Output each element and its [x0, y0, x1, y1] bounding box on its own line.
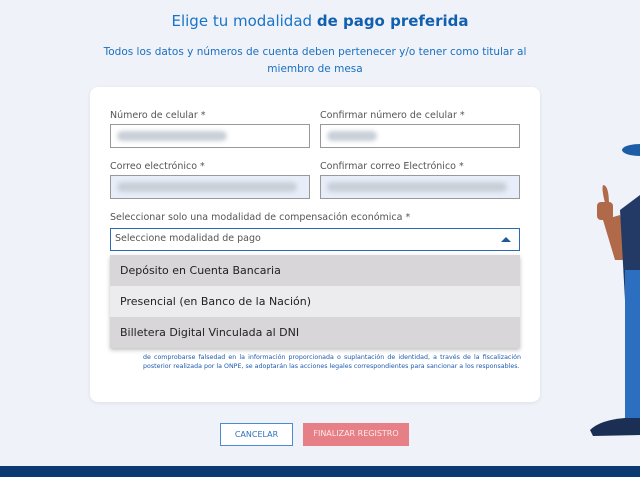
page-subtitle: Todos los datos y números de cuenta deben pertenecer y/o tener como titular al miembro de mesa — [103, 46, 527, 75]
finish-registration-button[interactable]: FINALIZAR REGISTRO — [303, 423, 409, 446]
option-bank-deposit[interactable]: Depósito en Cuenta Bancaria — [110, 255, 520, 286]
redacted-value — [117, 131, 227, 141]
payment-select[interactable] — [110, 228, 520, 251]
option-in-person[interactable]: Presencial (en Banco de la Nación) — [110, 286, 520, 317]
registration-card — [90, 87, 540, 402]
phone-label: Número de celular * — [110, 110, 206, 121]
phone-confirm-label: Confirmar número de celular * — [320, 110, 465, 121]
redacted-value — [327, 182, 507, 192]
redacted-value — [117, 182, 297, 192]
payment-label: Seleccionar solo una modalidad de compensación económica * — [110, 212, 411, 223]
footer-bar — [0, 466, 640, 477]
email-input[interactable] — [110, 175, 310, 199]
redacted-value — [327, 131, 377, 141]
title-bold: de pago preferida — [316, 12, 469, 30]
phone-input[interactable] — [110, 124, 310, 148]
email-label: Correo electrónico * — [110, 161, 205, 172]
payment-dropdown — [110, 255, 520, 348]
option-digital-wallet[interactable]: Billetera Digital Vinculada al DNI — [110, 317, 520, 348]
page-title — [0, 12, 640, 30]
title-plain: Elige tu modalidad — [171, 12, 313, 30]
caret-up-icon — [501, 237, 511, 242]
cancel-button[interactable]: CANCELAR — [220, 423, 293, 446]
phone-confirm-input[interactable] — [320, 124, 520, 148]
email-confirm-label: Confirmar correo Electrónico * — [320, 161, 464, 172]
legal-notice: de comprobarse falsedad en la información proporcionada o suplantación de identidad, a través de la fiscalización posterior realizada por la ONPE, se adoptarán las acciones legales correspondientes para sancionar a los responsables. — [143, 354, 521, 370]
mascot-illustration — [585, 140, 640, 440]
email-confirm-input[interactable] — [320, 175, 520, 199]
payment-placeholder: Seleccione modalidad de pago — [115, 233, 261, 244]
